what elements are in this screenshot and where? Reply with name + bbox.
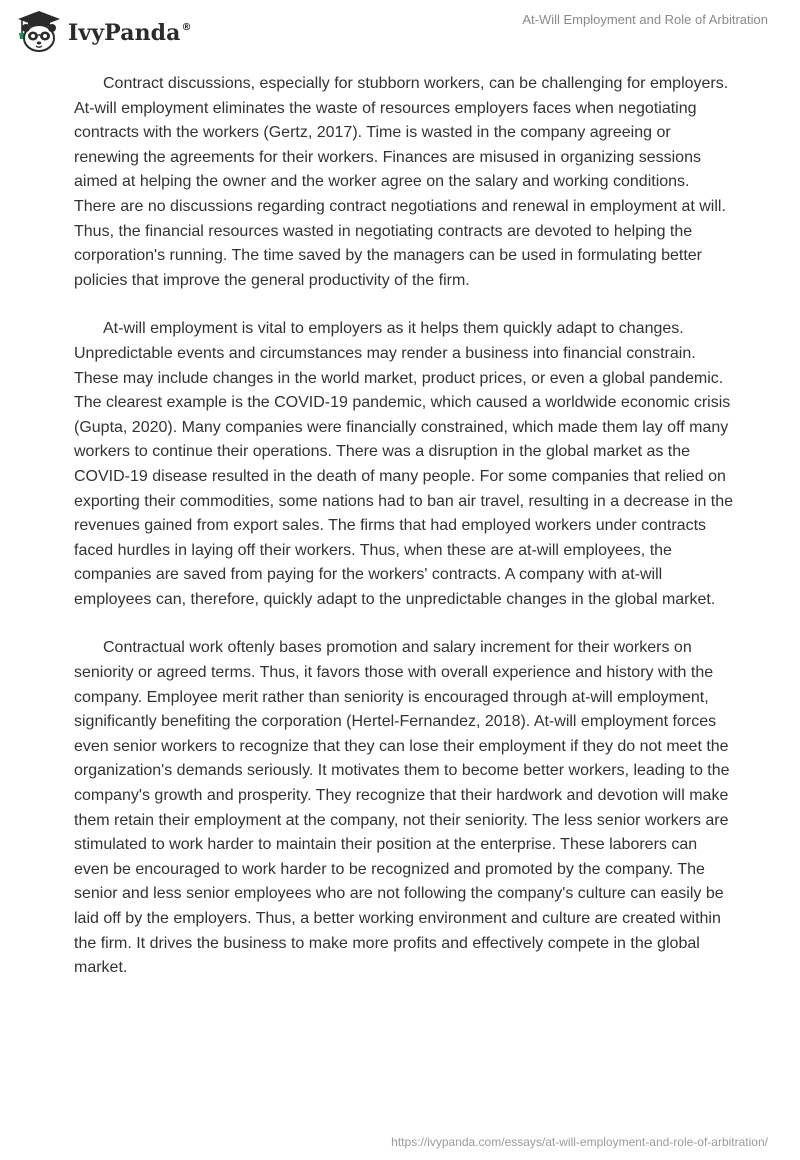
- document-title: At-Will Employment and Role of Arbitration: [522, 12, 768, 27]
- source-url-link[interactable]: https://ivypanda.com/essays/at-will-employment-and-role-of-arbitration/: [391, 1135, 768, 1149]
- panda-graduate-icon: [14, 9, 64, 55]
- paragraph: Contractual work oftenly bases promotion and salary increment for their workers on seniority or agreed terms. Thus, it favors those with overall experience and history with the company. Employee merit rather than seniority is encouraged through at-will employment, significantly benefiting the corporation (Hertel-Fernandez, 2018). At-will employment forces even senior workers to recognize that they can lose their employment if they do not meet the organization's demands seriously. It motivates them to become better workers, leading to the company's growth and prosperity. They recognize that their hardwork and devotion will make them retain their employment at the company, not their seniority. The less senior workers are stimulated to work harder to maintain their position at the enterprise. These laborers can even be encouraged to work harder to be recognized and promoted by the company. The senior and less senior employees who are not following the company's culture can easily be laid off by the employers. Thus, a better working environment and culture are created within the firm. It drives the business to make more profits and effectively compete in the global market.: [74, 639, 730, 977]
- page-header: [0, 0, 800, 60]
- paragraph: At-will employment is vital to employers as it helps them quickly adapt to changes. Unpredictable events and circumstances may render a business into financial constrain. These may include changes in the world market, product prices, or even a global pandemic. The clearest example is the COVID-19 pandemic, which caused a worldwide economic crisis (Gupta, 2020). Many companies were financially constrained, which made them lay off many workers to continue their operations. There was a disruption in the global market as the COVID-19 disease resulted in the death of many people. For some companies that relied on exporting their commodities, some nations had to ban air travel, resulting in a decrease in the revenues gained from export sales. The firms that had employed workers under contracts faced hurdles in laying off their workers. Thus, when these are at-will employees, the companies are saved from paying for the workers' contracts. A company with at-will employees can, therefore, quickly adapt to the unpredictable changes in the global market.: [74, 320, 734, 608]
- ivypanda-logo[interactable]: [14, 9, 192, 55]
- paragraph: Contract discussions, especially for stubborn workers, can be challenging for employers. At-will employment eliminates the waste of resources employers faces when negotiating contracts with the workers (Gertz, 2017). Time is wasted in the company agreeing or renewing the agreements for their workers. Finances are misused in organizing sessions aimed at helping the owner and the worker agree on the salary and working conditions. There are no discussions regarding contract negotiations and renewal in employment at will. Thus, the financial resources wasted in negotiating contracts are devoted to helping the corporation's running. The time saved by the managers can be used in formulating better policies that improve the general productivity of the firm.: [74, 75, 729, 289]
- registered-mark: ®: [181, 21, 192, 33]
- essay-body: [74, 72, 734, 1005]
- brand-name: IvyPanda®: [68, 20, 192, 46]
